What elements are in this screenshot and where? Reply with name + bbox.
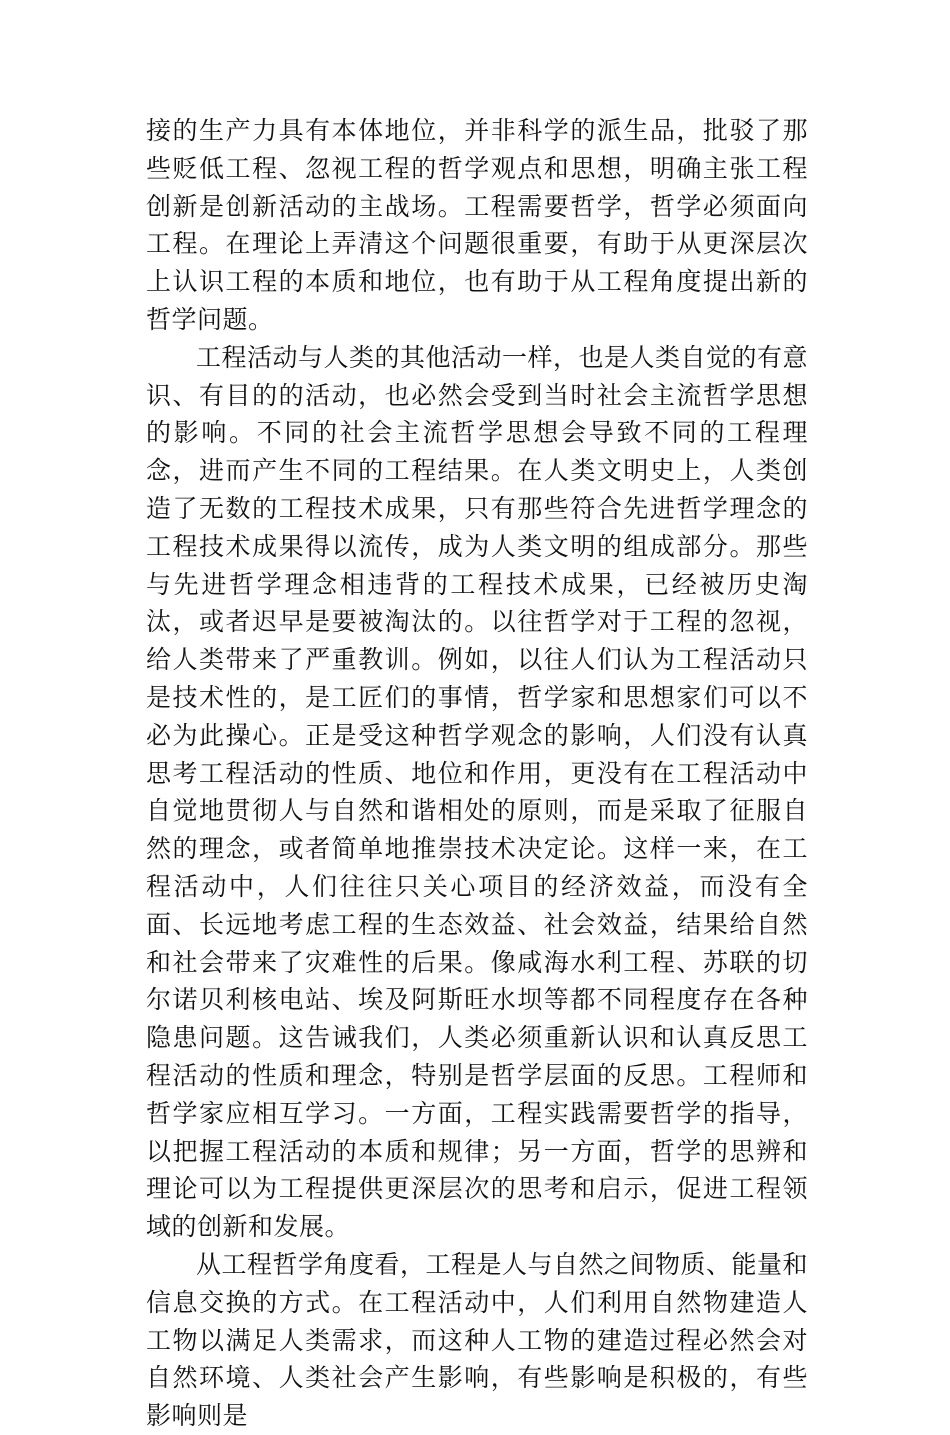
paragraph-continuation: 接的生产力具有本体地位，并非科学的派生品，批驳了那些贬低工程、忽视工程的哲学观点和思想，明确主张工程创新是创新活动的主战场。工程需要哲学，哲学必须面向工程。在理论上弄清这个问题很重要，有助于从更深层次上认识工程的本质和地位，也有助于从工程角度提出新的哲学问题。 <box>146 116 808 334</box>
paragraph-engineering-activity: 工程活动与人类的其他活动一样，也是人类自觉的有意识、有目的的活动，也必然会受到当时社会主流哲学思想的影响。不同的社会主流哲学思想会导致不同的工程理念，进而产生不同的工程结果。在人类文明史上，人类创造了无数的工程技术成果，只有那些符合先进哲学理念的工程技术成果得以流传，成为人类文明的组成部分。那些与先进哲学理念相违背的工程技术成果，已经被历史淘汰，或者迟早是要被淘汰的。以往哲学对于工程的忽视，给人类带来了严重教训。例如，以往人们认为工程活动只是技术性的，是工匠们的事情，哲学家和思想家们可以不必为此操心。正是受这种哲学观念的影响，人们没有认真思考工程活动的性质、地位和作用，更没有在工程活动中自觉地贯彻人与自然和谐相处的原则，而是采取了征服自然的理念，或者简单地推崇技术决定论。这样一来，在工程活动中，人们往往只关心项目的经济效益，而没有全面、长远地考虑工程的生态效益、社会效益，结果给自然和社会带来了灾难性的后果。像咸海水利工程、苏联的切尔诺贝利核电站、埃及阿斯旺水坝等都不同程度存在各种隐患问题。这告诫我们，人类必须重新认识和认真反思工程活动的性质和理念，特别是哲学层面的反思。工程师和哲学家应相互学习。一方面，工程实践需要哲学的指导，以把握工程活动的本质和规律；另一方面，哲学的思辨和理论可以为工程提供更深层次的思考和启示，促进工程领域的创新和发展。 <box>146 342 809 1242</box>
paragraph-engineering-philosophy: 从工程哲学角度看，工程是人与自然之间物质、能量和信息交换的方式。在工程活动中，人们利用自然物建造人工物以满足人类需求，而这种人工物的建造过程必然会对自然环境、人类社会产生影响，有些影响是积极的，有些影响则是 <box>146 1249 809 1431</box>
body-text <box>146 112 808 1435</box>
